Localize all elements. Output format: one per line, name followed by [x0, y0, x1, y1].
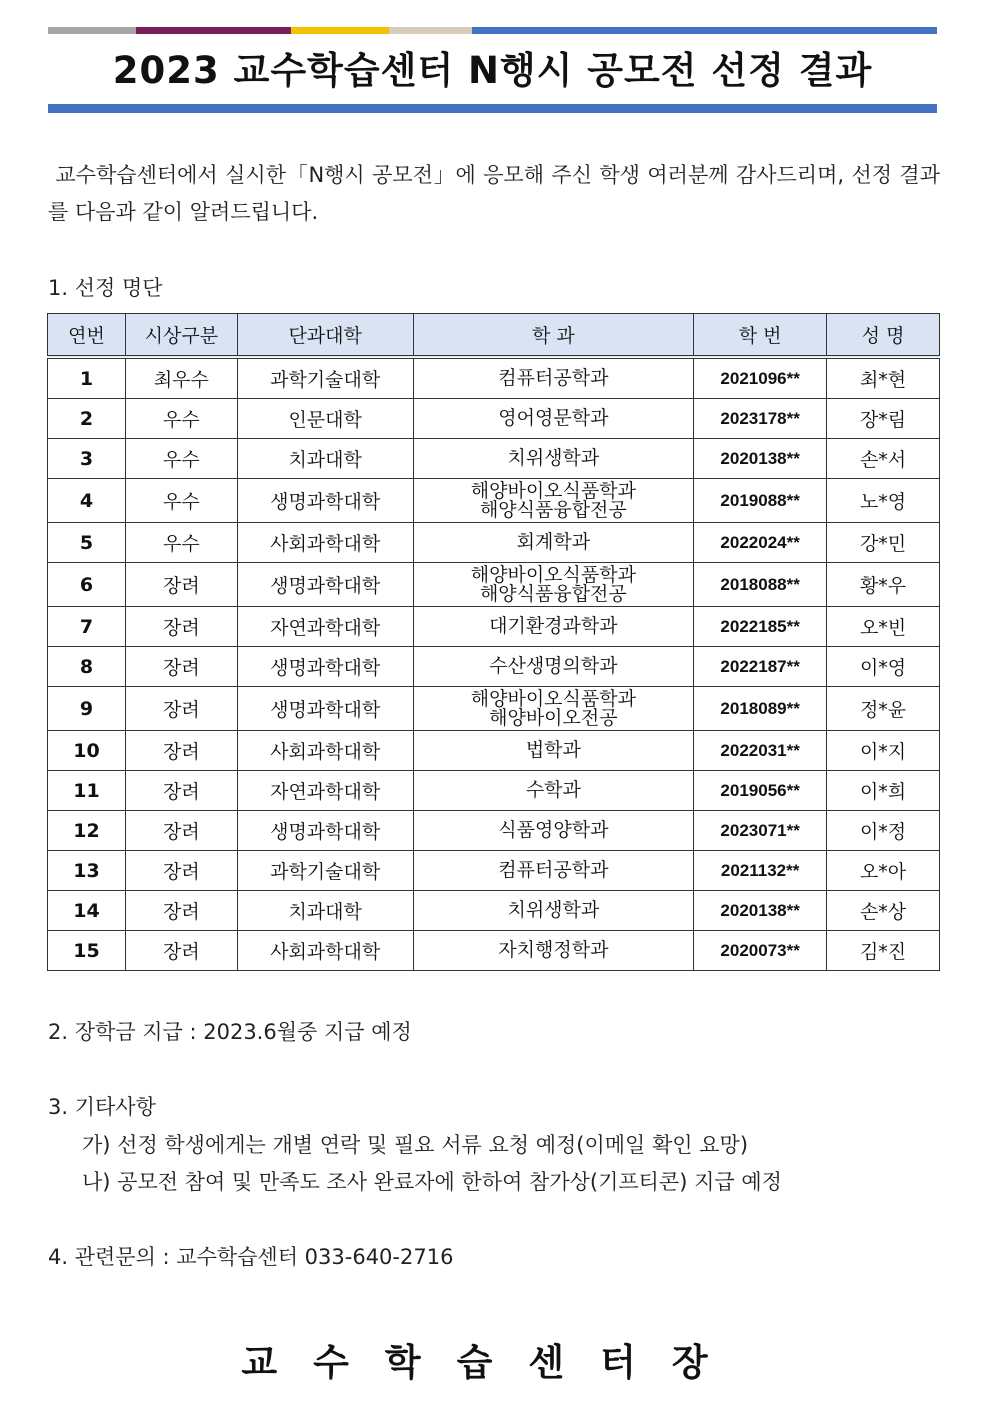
cell-award: 장려	[125, 851, 237, 891]
cell-department	[413, 771, 694, 811]
page-title: 2023 교수학습센터 N행시 공모전 선정 결과	[112, 49, 873, 92]
cell-no: 2	[48, 399, 126, 439]
table-row	[48, 647, 940, 687]
cell-award: 장려	[125, 607, 237, 647]
cell-student-id: 2020138**	[694, 439, 827, 479]
department-line: 수학과	[525, 779, 581, 801]
cell-no: 1	[48, 357, 126, 399]
cell-award: 우수	[125, 523, 237, 563]
cell-department	[413, 607, 694, 647]
department-line: 영어영문학과	[498, 407, 609, 429]
cell-name: 오*아	[827, 851, 940, 891]
cell-college: 생명과학대학	[237, 687, 413, 731]
section-2-scholarship: 2. 장학금 지급 : 2023.6월중 지급 예정	[48, 1020, 412, 1044]
cell-college: 자연과학대학	[237, 771, 413, 811]
table-row	[48, 851, 940, 891]
cell-student-id: 2022187**	[694, 647, 827, 687]
department-line: 해양바이오식품학과	[470, 563, 636, 586]
cell-college: 치과대학	[237, 891, 413, 931]
header-department: 학 과	[413, 314, 694, 358]
department-line: 수산생명의학과	[489, 655, 618, 677]
cell-college: 생명과학대학	[237, 811, 413, 851]
cell-name: 손*상	[827, 891, 940, 931]
cell-award: 장려	[125, 811, 237, 851]
department-line: 해양바이오식품학과	[470, 479, 636, 502]
section-3-heading: 3. 기타사항	[48, 1095, 156, 1119]
cell-no: 8	[48, 647, 126, 687]
cell-award: 우수	[125, 399, 237, 439]
table-row	[48, 811, 940, 851]
cell-award: 장려	[125, 891, 237, 931]
results-table	[47, 313, 940, 971]
table-row	[48, 399, 940, 439]
cell-no: 9	[48, 687, 126, 731]
table-row	[48, 439, 940, 479]
table-header-row	[48, 314, 940, 358]
cell-student-id: 2023071**	[694, 811, 827, 851]
department-line: 식품영양학과	[498, 819, 609, 841]
department-line: 해양식품융합전공	[479, 582, 627, 605]
table-row	[48, 771, 940, 811]
cell-no: 5	[48, 523, 126, 563]
cell-department	[413, 931, 694, 971]
cell-college: 사회과학대학	[237, 931, 413, 971]
cell-college: 생명과학대학	[237, 647, 413, 687]
department-line: 치위생학과	[507, 899, 600, 921]
bar-segment-purple	[136, 27, 291, 34]
bottom-blue-bar	[48, 104, 937, 113]
section-3-item-a: 가) 선정 학생에게는 개별 연락 및 필요 서류 요청 예정(이메일 확인 요망)	[82, 1133, 749, 1157]
cell-student-id: 2020073**	[694, 931, 827, 971]
cell-award: 장려	[125, 647, 237, 687]
signature: 교수학습센터장	[241, 1341, 744, 1384]
cell-no: 11	[48, 771, 126, 811]
cell-college: 사회과학대학	[237, 731, 413, 771]
cell-department	[413, 439, 694, 479]
intro-paragraph	[48, 157, 940, 231]
cell-award: 장려	[125, 563, 237, 607]
header-college: 단과대학	[237, 314, 413, 358]
cell-college: 치과대학	[237, 439, 413, 479]
cell-department	[413, 357, 694, 399]
cell-no: 3	[48, 439, 126, 479]
cell-name: 정*윤	[827, 687, 940, 731]
cell-no: 4	[48, 479, 126, 523]
cell-department	[413, 851, 694, 891]
bar-segment-blue	[472, 27, 937, 34]
cell-name: 손*서	[827, 439, 940, 479]
header-no: 연번	[48, 314, 126, 358]
cell-name: 강*민	[827, 523, 940, 563]
cell-name: 최*현	[827, 357, 940, 399]
cell-name: 이*희	[827, 771, 940, 811]
cell-award: 우수	[125, 479, 237, 523]
table-row	[48, 891, 940, 931]
cell-name: 이*지	[827, 731, 940, 771]
cell-no: 13	[48, 851, 126, 891]
cell-college: 과학기술대학	[237, 357, 413, 399]
cell-no: 6	[48, 563, 126, 607]
header-award: 시상구분	[125, 314, 237, 358]
table-row	[48, 563, 940, 607]
cell-student-id: 2022185**	[694, 607, 827, 647]
cell-name: 이*영	[827, 647, 940, 687]
cell-student-id: 2020138**	[694, 891, 827, 931]
cell-college: 생명과학대학	[237, 479, 413, 523]
cell-no: 12	[48, 811, 126, 851]
cell-name: 노*영	[827, 479, 940, 523]
cell-no: 14	[48, 891, 126, 931]
cell-no: 7	[48, 607, 126, 647]
cell-award: 우수	[125, 439, 237, 479]
department-line: 해양바이오전공	[489, 706, 618, 729]
cell-award: 장려	[125, 731, 237, 771]
cell-department	[413, 399, 694, 439]
cell-no: 15	[48, 931, 126, 971]
department-line: 컴퓨터공학과	[498, 367, 609, 389]
cell-name: 김*진	[827, 931, 940, 971]
bar-segment-yellow	[291, 27, 389, 34]
cell-student-id: 2023178**	[694, 399, 827, 439]
department-line: 치위생학과	[507, 447, 600, 469]
section-4-contact: 4. 관련문의 : 교수학습센터 033-640-2716	[48, 1245, 454, 1269]
cell-department	[413, 891, 694, 931]
cell-student-id: 2019056**	[694, 771, 827, 811]
cell-student-id: 2021132**	[694, 851, 827, 891]
table-body	[48, 357, 940, 971]
header-name: 성 명	[827, 314, 940, 358]
cell-department	[413, 731, 694, 771]
cell-award: 최우수	[125, 357, 237, 399]
table-row	[48, 931, 940, 971]
department-line: 해양바이오식품학과	[470, 687, 636, 710]
table-row	[48, 731, 940, 771]
cell-name: 오*빈	[827, 607, 940, 647]
cell-name: 황*우	[827, 563, 940, 607]
cell-department	[413, 811, 694, 851]
cell-student-id: 2018089**	[694, 687, 827, 731]
cell-award: 장려	[125, 687, 237, 731]
table-row	[48, 607, 940, 647]
cell-college: 과학기술대학	[237, 851, 413, 891]
cell-department	[413, 479, 694, 523]
cell-award: 장려	[125, 931, 237, 971]
cell-student-id: 2022024**	[694, 523, 827, 563]
cell-award: 장려	[125, 771, 237, 811]
department-line: 대기환경과학과	[489, 615, 618, 637]
department-line: 컴퓨터공학과	[498, 859, 609, 881]
bar-segment-gray	[48, 27, 136, 34]
cell-department	[413, 687, 694, 731]
cell-no: 10	[48, 731, 126, 771]
section-3-item-b: 나) 공모전 참여 및 만족도 조사 완료자에 한하여 참가상(기프티콘) 지급 예정	[82, 1170, 782, 1194]
department-line: 회계학과	[516, 531, 591, 553]
cell-name: 장*림	[827, 399, 940, 439]
bar-segment-beige	[389, 27, 472, 34]
cell-college: 자연과학대학	[237, 607, 413, 647]
cell-college: 인문대학	[237, 399, 413, 439]
department-line: 해양식품융합전공	[479, 498, 627, 521]
cell-department	[413, 523, 694, 563]
cell-student-id: 2021096**	[694, 357, 827, 399]
cell-department	[413, 563, 694, 607]
cell-college: 생명과학대학	[237, 563, 413, 607]
cell-student-id: 2019088**	[694, 479, 827, 523]
table-row	[48, 523, 940, 563]
top-color-bar	[48, 27, 937, 34]
department-line: 법학과	[525, 739, 581, 761]
table-row	[48, 687, 940, 731]
cell-student-id: 2022031**	[694, 731, 827, 771]
cell-department	[413, 647, 694, 687]
intro-text: 교수학습센터에서 실시한「N행시 공모전」에 응모해 주신 학생 여러분께 감사드리며, 선정 결과를 다음과 같이 알려드립니다.	[48, 163, 940, 224]
cell-name: 이*정	[827, 811, 940, 851]
header-student-id: 학 번	[694, 314, 827, 358]
table-row	[48, 479, 940, 523]
cell-college: 사회과학대학	[237, 523, 413, 563]
cell-student-id: 2018088**	[694, 563, 827, 607]
department-line: 자치행정학과	[498, 939, 609, 961]
table-row	[48, 357, 940, 399]
section-1-heading: 1. 선정 명단	[48, 276, 163, 300]
